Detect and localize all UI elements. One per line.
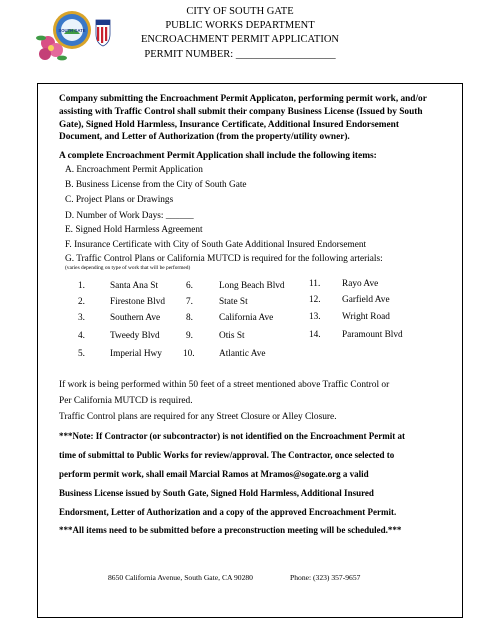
arterial-name: State St — [219, 297, 248, 307]
arterial-number: 4. — [78, 331, 85, 341]
arterial-name: Tweedy Blvd — [110, 331, 160, 341]
footer-address: 8650 California Avenue, South Gate, CA 90280 — [108, 573, 253, 582]
arterial-name: Long Beach Blvd — [219, 281, 285, 291]
arterial-name: Otis St — [219, 331, 245, 341]
list-item: B. Business License from the City of South Gate — [65, 180, 247, 190]
list-item: E. Signed Hold Harmless Agreement — [65, 225, 203, 235]
arterial-number: 12. — [309, 295, 321, 305]
work-line: If work is being performed within 50 feet of a street mentioned above Traffic Control or — [59, 380, 390, 390]
list-item: F. Insurance Certificate with City of South Gate Additional Insured Endorsement — [65, 240, 367, 250]
list-item: A. Encroachment Permit Application — [65, 165, 203, 175]
note-line: Endorsment, Letter of Authorization and a copy of the approved Encroachment Permit. — [59, 507, 397, 517]
arterial-number: 2. — [78, 297, 85, 307]
arterial-number: 8. — [186, 313, 193, 323]
arterial-number: 6. — [186, 281, 193, 291]
note-line: ***All items need to be submitted before a preconstruction meeting will be scheduled.*** — [59, 525, 402, 535]
arterial-number: 7. — [186, 297, 193, 307]
arterial-number: 10. — [183, 349, 195, 359]
list-item: G. Traffic Control Plans or California MUTCD is required for the following arterials: — [65, 254, 383, 264]
work-line: Traffic Control plans are required for any Street Closure or Alley Closure. — [59, 412, 337, 422]
arterial-name: Firestone Blvd — [110, 297, 166, 307]
header-permit-number: PERMIT NUMBER: ___________________ — [144, 49, 336, 60]
arterial-name: Wright Road — [342, 312, 390, 322]
header-form-title: ENCROACHMENT PERMIT APPLICATION — [141, 34, 339, 45]
arterial-number: 13. — [309, 312, 321, 322]
arterial-name: Garfield Ave — [342, 295, 390, 305]
arterial-number: 5. — [78, 349, 85, 359]
arterial-number: 3. — [78, 313, 85, 323]
work-line: Per California MUTCD is required. — [59, 396, 193, 406]
arterial-number: 9. — [186, 331, 193, 341]
arterial-name: Rayo Ave — [342, 279, 379, 289]
arterial-name: Imperial Hwy — [110, 349, 162, 359]
varies-note: (varies depending on type of work that will be performed) — [65, 265, 191, 271]
note-line: Business License issued by South Gate, Signed Hold Harmless, Additional Insured — [59, 488, 374, 498]
list-item: D. Number of Work Days: ______ — [65, 211, 194, 221]
arterial-name: Santa Ana St — [110, 281, 159, 291]
intro-paragraph: Company submitting the Encroachment Permit Applicaton, performing permit work, and/or assisting with Traffic Control shall submit their company Business License (Issued by South Gate), Signed Hold Harmless, Insurance Certificate, Additional Insured Endorsement Document, and Letter of Authorization (from the property/utility owner). — [59, 94, 427, 143]
arterial-number: 14. — [309, 330, 321, 340]
arterial-name: Atlantic Ave — [219, 349, 266, 359]
arterial-name: California Ave — [219, 313, 274, 323]
note-line: ***Note: If Contractor (or subcontractor) is not identified on the Encroachment Permit at — [59, 431, 405, 441]
note-line: perform permit work, shall email Marcial Ramos at Mramos@sogate.org a valid — [59, 469, 369, 479]
footer-phone: Phone: (323) 357-9657 — [290, 573, 361, 582]
list-item: C. Project Plans or Drawings — [65, 195, 174, 205]
arterial-number: 11. — [309, 279, 321, 289]
header-city: CITY OF SOUTH GATE — [186, 6, 294, 17]
arterial-name: Paramount Blvd — [342, 330, 403, 340]
arterial-number: 1. — [78, 281, 85, 291]
arterial-name: Southern Ave — [110, 313, 161, 323]
svg-text:SOUTH GATE: SOUTH GATE — [58, 28, 86, 33]
header-department: PUBLIC WORKS DEPARTMENT — [165, 20, 315, 31]
note-line: time of submittal to Public Works for review/approval. The Contractor, once selected to — [59, 450, 395, 460]
complete-heading: A complete Encroachment Permit Application shall include the following items: — [59, 151, 377, 161]
